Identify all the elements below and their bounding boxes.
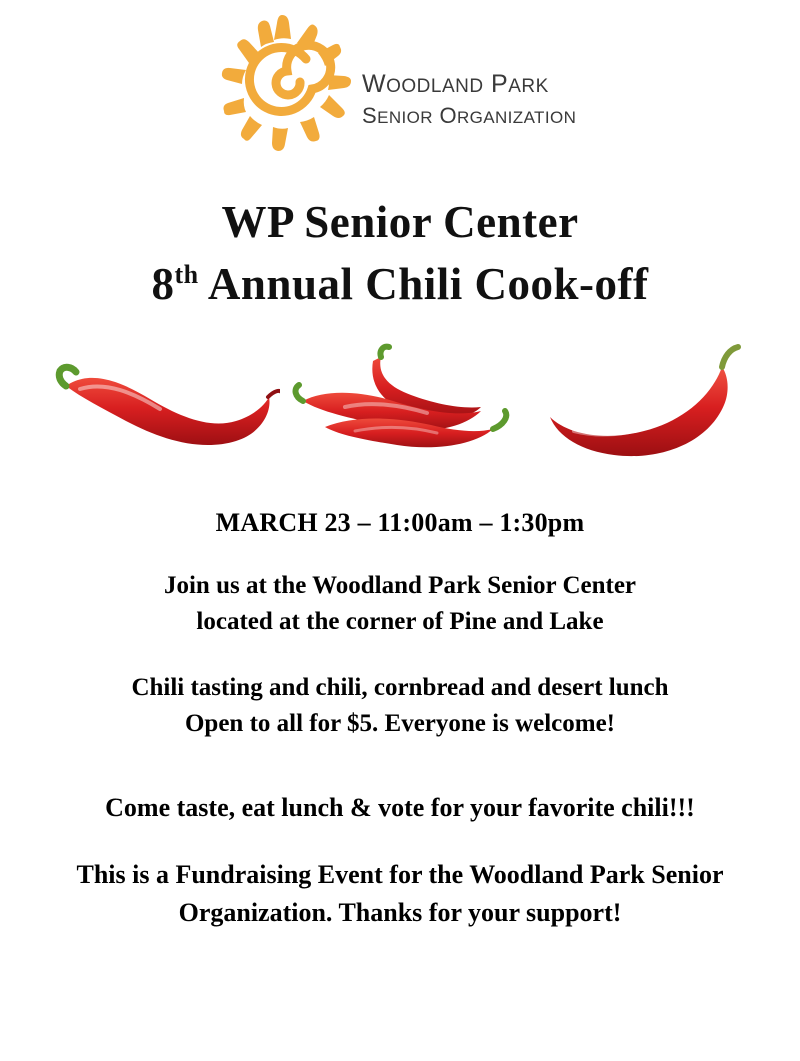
logo-w: W: [362, 70, 387, 99]
location-paragraph: [20, 568, 780, 641]
title-line-2-rest: Annual Chili Cook-off: [198, 258, 649, 309]
location-line-1: Join us at the Woodland Park Senior Center: [163, 571, 637, 599]
logo-p: P: [491, 70, 509, 99]
sun-spiral-icon: [210, 11, 360, 161]
logo-o: O: [439, 102, 457, 128]
flyer-body: [20, 508, 780, 932]
event-datetime: MARCH 23 – 11:00am – 1:30pm: [215, 507, 585, 537]
red-chili-peppers-pile-image: [285, 341, 535, 471]
call-to-action-paragraph: [20, 789, 780, 827]
logo-s: S: [362, 102, 378, 128]
menu-line-2: Open to all for $5. Everyone is welcome!: [184, 710, 616, 738]
logo-senior-rest: ENIOR: [377, 107, 433, 127]
location-line-2: located at the corner of Pine and Lake: [196, 607, 604, 635]
fundraiser-paragraph: [20, 856, 780, 931]
fundraiser-line-1: This is a Fundraising Event for the Woodland Park Senior: [76, 860, 724, 890]
title-line-2: [152, 259, 649, 311]
logo-line-1: [362, 71, 576, 99]
call-to-action-line: Come taste, eat lunch & vote for your favorite chili!!!: [105, 792, 695, 822]
fundraiser-line-2: Organization. Thanks for your support!: [178, 897, 622, 927]
pepper-image-row: [40, 339, 760, 474]
menu-line-1: Chili tasting and chili, cornbread and desert lunch: [131, 674, 669, 701]
logo-line-2: [362, 103, 576, 128]
logo-wordmark: [362, 43, 576, 128]
logo-organization-rest: RGANIZATION: [456, 107, 577, 127]
title-line-1: WP Senior Center: [221, 197, 579, 247]
organization-logo: [210, 8, 590, 163]
red-chili-pepper-curved-image: [540, 341, 750, 471]
flyer-title: [152, 197, 649, 311]
logo-park-rest: ARK: [508, 76, 549, 98]
title-ordinal-number: 8: [151, 258, 175, 309]
logo-woodland-rest: OODLAND: [386, 76, 484, 98]
red-chili-pepper-image: [50, 341, 280, 471]
menu-paragraph: [20, 670, 780, 743]
title-ordinal-suffix: th: [174, 259, 199, 289]
